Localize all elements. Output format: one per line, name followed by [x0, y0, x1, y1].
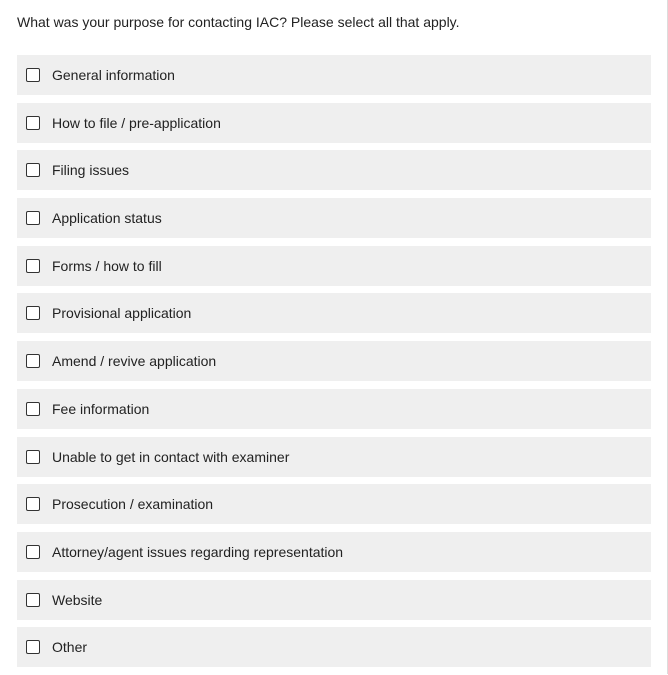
- option-label: Application status: [52, 210, 162, 227]
- checkbox[interactable]: [26, 354, 40, 368]
- checkbox[interactable]: [26, 163, 40, 177]
- checkbox[interactable]: [26, 640, 40, 654]
- option-filing-issues[interactable]: [17, 150, 651, 190]
- option-label: Prosecution / examination: [52, 496, 214, 513]
- option-other[interactable]: [17, 627, 651, 667]
- option-label: Unable to get in contact with examiner: [52, 448, 290, 465]
- option-prosecution-examination[interactable]: [17, 484, 651, 524]
- option-provisional-application[interactable]: [17, 293, 651, 333]
- checkbox[interactable]: [26, 497, 40, 511]
- option-label: Other: [52, 639, 88, 656]
- options-list: [17, 55, 651, 675]
- option-attorney-agent-issues[interactable]: [17, 532, 651, 572]
- option-unable-to-contact-examiner[interactable]: [17, 437, 651, 477]
- checkbox[interactable]: [26, 259, 40, 273]
- checkbox[interactable]: [26, 545, 40, 559]
- option-application-status[interactable]: [17, 198, 651, 238]
- checkbox[interactable]: [26, 593, 40, 607]
- question-text: What was your purpose for contacting IAC? Please select all that apply.: [17, 14, 460, 30]
- checkbox[interactable]: [26, 402, 40, 416]
- option-label: Filing issues: [52, 162, 130, 179]
- option-label: Amend / revive application: [52, 353, 217, 370]
- option-amend-revive[interactable]: [17, 341, 651, 381]
- checkbox[interactable]: [26, 68, 40, 82]
- option-fee-information[interactable]: [17, 389, 651, 429]
- option-how-to-file[interactable]: [17, 103, 651, 143]
- checkbox[interactable]: [26, 306, 40, 320]
- option-label: Forms / how to fill: [52, 257, 162, 274]
- option-website[interactable]: [17, 580, 651, 620]
- checkbox[interactable]: [26, 116, 40, 130]
- checkbox[interactable]: [26, 211, 40, 225]
- option-general-information[interactable]: [17, 55, 651, 95]
- option-label: Fee information: [52, 400, 150, 417]
- option-label: Website: [52, 591, 103, 608]
- option-label: How to file / pre-application: [52, 114, 221, 131]
- option-label: Provisional application: [52, 305, 192, 322]
- option-label: General information: [52, 67, 175, 83]
- option-forms[interactable]: [17, 246, 651, 286]
- checkbox[interactable]: [26, 450, 40, 464]
- option-label: Attorney/agent issues regarding representation: [52, 543, 344, 560]
